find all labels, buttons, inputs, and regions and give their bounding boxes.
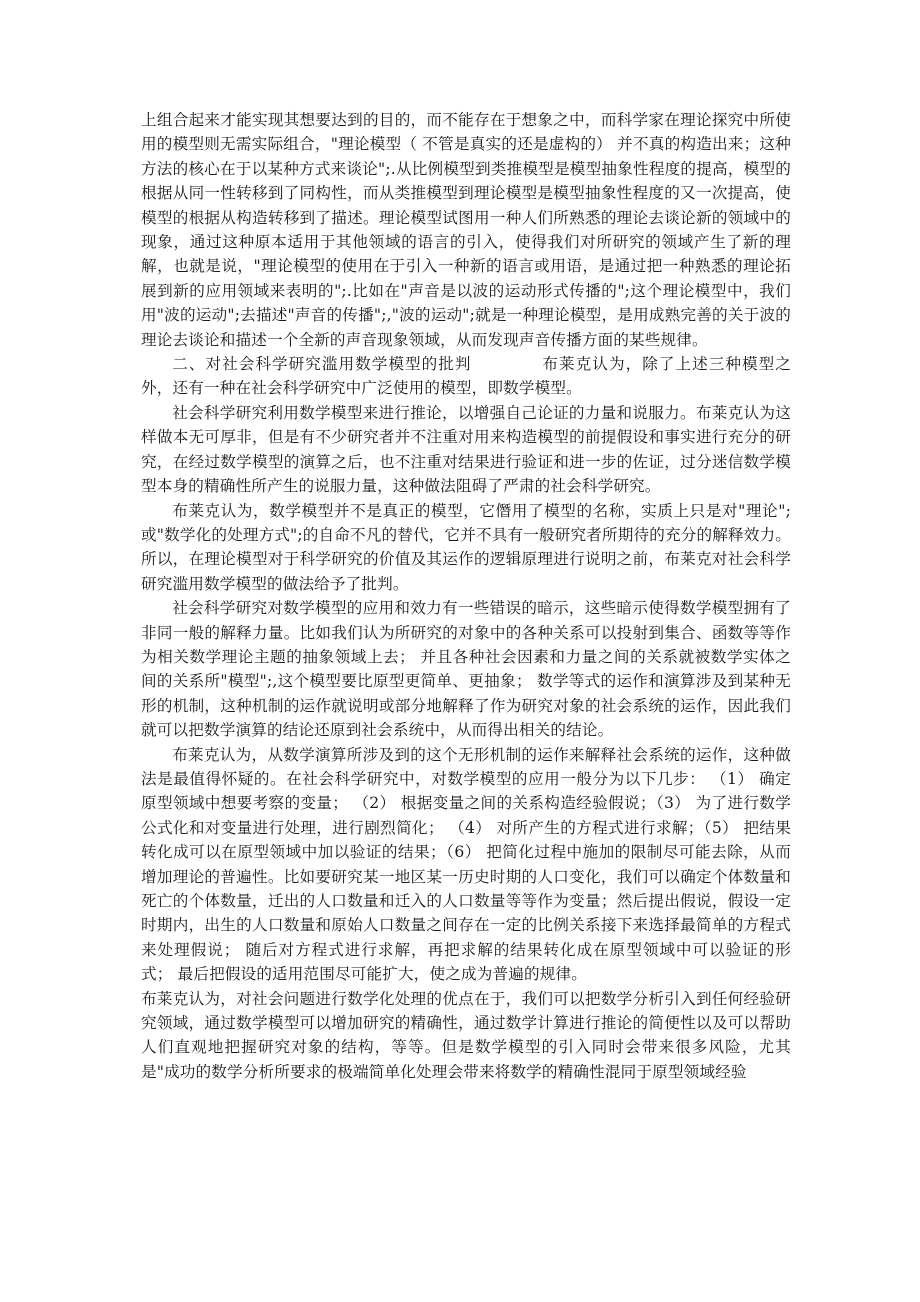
- paragraph-6: 布莱克认为，从数学演算所涉及到的这个无形机制的运作来解释社会系统的运作，这种做法是最值得怀疑的。在社会科学研究中，对数学模型的应用一般分为以下几步： （1） 确定原型领域中想要考察的变量； （2） 根据变量之间的关系构造经验假说；（3） 为了进行数学公式化和对变量进行处理，进行剧烈简化； （4） 对所产生的方程式进行求解；（5） 把结果转化成可以在原型领域中加以验证的结果；（6） 把简化过程中施加的限制尽可能去除，从而增加理论的普遍性。比如要研究某一地区某一历史时期的人口变化，我们可以确定个体数量和死亡的个体数量，迁出的人口数量和迁入的人口数量等等作为变量；然后提出假说，假设一定时期内，出生的人口数量和原始人口数量之间存在一定的比例关系接下来选择最简单的方程式来处理假说； 随后对方程式进行求解，再把求解的结果转化成在原型领域中可以验证的形式； 最后把假设的适用范围尽可能扩大，使之成为普遍的规律。: [141, 745, 791, 984]
- section-heading: 二、对社会科学研究滥用数学模型的批判: [172, 355, 472, 374]
- paragraph-1: 上组合起来才能实现其想要达到的目的，而不能存在于想象之中，而科学家在理论探究中所使用的模型则无需实际组合，"理论模型（ 不管是真实的还是虚构的） 并不真的构造出来；这种方法的核心在于以某种方式来谈论";.从比例模型到类推模型是模型抽象性程度的提高，模型的根据从同一性转移到了同构性，而从类推模型到理论模型是模型抽象性程度的又一次提高，使模型的根据从构造转移到了描述。理论模型试图用一种人们所熟悉的理论去谈论新的领域中的现象，通过这种原本适用于其他领域的语言的引入，使得我们对所研究的领域产生了新的理解，也就是说，"理论模型的使用在于引入一种新的语言或用语，是通过把一种熟悉的理论拓展到新的应用领域来表明的";.比如在"声音是以波的运动形式传播的";这个理论模型中，我们用"波的运动";去描述"声音的传播";,"波的运动";就是一种理论模型，是用成熟完善的关于波的理论去谈论和描述一个全新的声音现象领域，从而发现声音传播方面的某些规律。: [141, 111, 791, 349]
- paragraph-7: 布莱克认为，对社会问题进行数学化处理的优点在于，我们可以把数学分析引入到任何经验研究领域，通过数学模型可以增加研究的精确性，通过数学计算进行推论的简便性以及可以帮助人们直观地把握研究对象的结构，等等。但是数学模型的引入同时会带来很多风险，尤其是"成功的数学分析所要求的极端简单化处理会带来将数学的精确性混同于原型领域经验: [141, 989, 791, 1081]
- paragraph-3: 社会科学研究利用数学模型来进行推论，以增强自己论证的力量和说服力。布莱克认为这样做本无可厚非，但是有不少研究者并不注重对用来构造模型的前提假设和事实进行充分的研究，在经过数学模型的演算之后，也不注重对结果进行验证和进一步的佐证，过分迷信数学模型本身的精确性所产生的说服力量，这种做法阻碍了严肃的社会科学研究。: [141, 403, 791, 496]
- paragraph-4: 布莱克认为，数学模型并不是真正的模型，它僭用了模型的名称，实质上只是对"理论";或"数学化的处理方式";的自命不凡的替代，它并不具有一般研究者所期待的充分的解释效力。所以，在理论模型对于科学研究的价值及其运作的逻辑原理进行说明之前，布莱克对社会科学研究滥用数学模型的做法给予了批判。: [141, 501, 791, 593]
- document-body: [141, 108, 791, 1084]
- paragraph-2-text: 布莱克认为，除了上述三种模型之外，还有一种在社会科学研究中广泛使用的模型，即数学模型。: [141, 355, 791, 398]
- paragraph-5: 社会科学研究对数学模型的应用和效力有一些错误的暗示，这些暗示使得数学模型拥有了非同一般的解释力量。比如我们认为所研究的对象中的各种关系可以投射到集合、函数等等作为相关数学理论主题的抽象领域上去； 并且各种社会因素和力量之间的关系就被数学实体之间的关系所"模型";,这个模型要比原型更简单、更抽象； 数学等式的运作和演算涉及到某种无形的机制，这种机制的运作就说明或部分地解释了作为研究对象的社会系统的运作，因此我们就可以把数学演算的结论还原到社会系统中，从而得出相关的结论。: [141, 599, 791, 740]
- paragraph-2: [141, 352, 791, 401]
